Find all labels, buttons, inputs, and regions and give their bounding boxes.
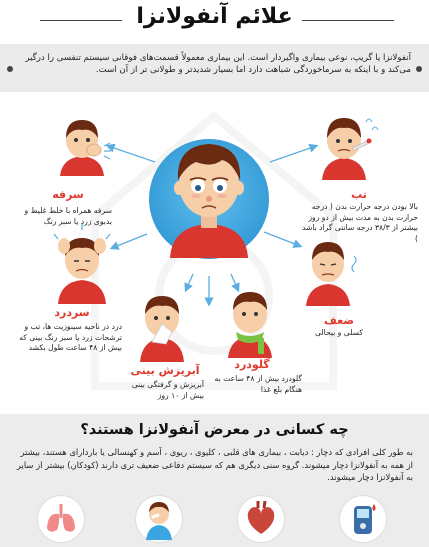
symptom-desc-cough: سرفه همراه با خلط غلیظ و بدبوی زرد یا سبز رنگ xyxy=(24,206,112,226)
symptom-title-fever: تب xyxy=(351,188,367,201)
boy-weakness xyxy=(306,242,356,306)
risk-text: به طور کلی افرادی که دچار : دیابت ، بیماری های قلبی ، کلیوی ، ریوی ، آسم و کهنسالی یا باردارای هستند، بیشتر از همه به آنفولانزا دچار میشوند. گروه سنی دیگری هم که سیستم دفاعی ضعیف تری دارند (کودکان) بیشتر از سایر به آنفولانزا دچار میشوند. xyxy=(16,447,413,482)
lungs-icon xyxy=(38,496,84,542)
symptom-title-cough: سرفه xyxy=(52,188,84,201)
boy-sore-throat xyxy=(228,292,272,358)
band-dot-right xyxy=(416,66,422,72)
arrow-fever xyxy=(270,146,316,162)
arrow-weakness xyxy=(264,232,300,246)
diagram-graphics xyxy=(0,96,429,414)
boy-fever xyxy=(322,118,378,180)
risk-title: چه کسانی در معرض آنفولانزا هستند؟ xyxy=(80,422,349,438)
symptom-title-headache: سردرد xyxy=(54,306,90,319)
child-sick-icon xyxy=(136,496,182,542)
band-dot-left xyxy=(7,66,13,72)
symptom-desc-weakness: کسلی و بیحالی xyxy=(315,328,363,337)
heart-icon xyxy=(238,496,284,542)
symptom-desc-runny: آبریزش و گرفتگی بینی بیش از ۱۰ روز xyxy=(131,380,204,400)
symptom-title-throat: گلودرد xyxy=(234,358,270,371)
symptom-desc-headache: درد در ناحیه سینوزیت ها، تب و ترشحات زرد یا سبز رنگ بینی که بیش از ۴۸ ساعت طول بکشد xyxy=(19,322,122,352)
boy-headache xyxy=(54,224,110,304)
intro-text: آنفولانزا یا گریپ، نوعی بیماری واگیردار است. این بیماری معمولاً قسمت‌های فوقانی سیستم تنفسی را درگیر می‌کند و با اینکه به سرماخوردگی شباهت دارد اما بسیار شدیدتر و طولانی تر از آن است. xyxy=(25,53,411,75)
diabetes-meter-icon xyxy=(340,496,386,542)
arrow-headache xyxy=(112,234,147,248)
boy-cough xyxy=(60,120,111,176)
arrow-throat xyxy=(231,274,238,290)
symptom-title-runny: آبریزش بینی xyxy=(130,364,200,377)
header xyxy=(0,0,429,40)
symptom-desc-throat: گلودرد بیش از ۴۸ ساعت به هنگام بلع غذا xyxy=(214,374,302,394)
arrow-cough xyxy=(108,146,155,162)
arrow-runny xyxy=(186,274,193,290)
page-title: علائم آنفولانزا xyxy=(136,4,293,29)
sick-boy-center xyxy=(149,139,269,259)
symptom-title-weakness: ضعف xyxy=(324,314,354,327)
symptoms-diagram xyxy=(0,96,429,414)
symptom-desc-fever: بالا بودن درجه حرارت بدن ( درجه حرارت بدن به مدت بیش از دو روز بیشتر از ۳۸/۳ درجه سانتی گراد باشد ) xyxy=(301,202,418,243)
boy-runny-nose xyxy=(140,296,184,362)
